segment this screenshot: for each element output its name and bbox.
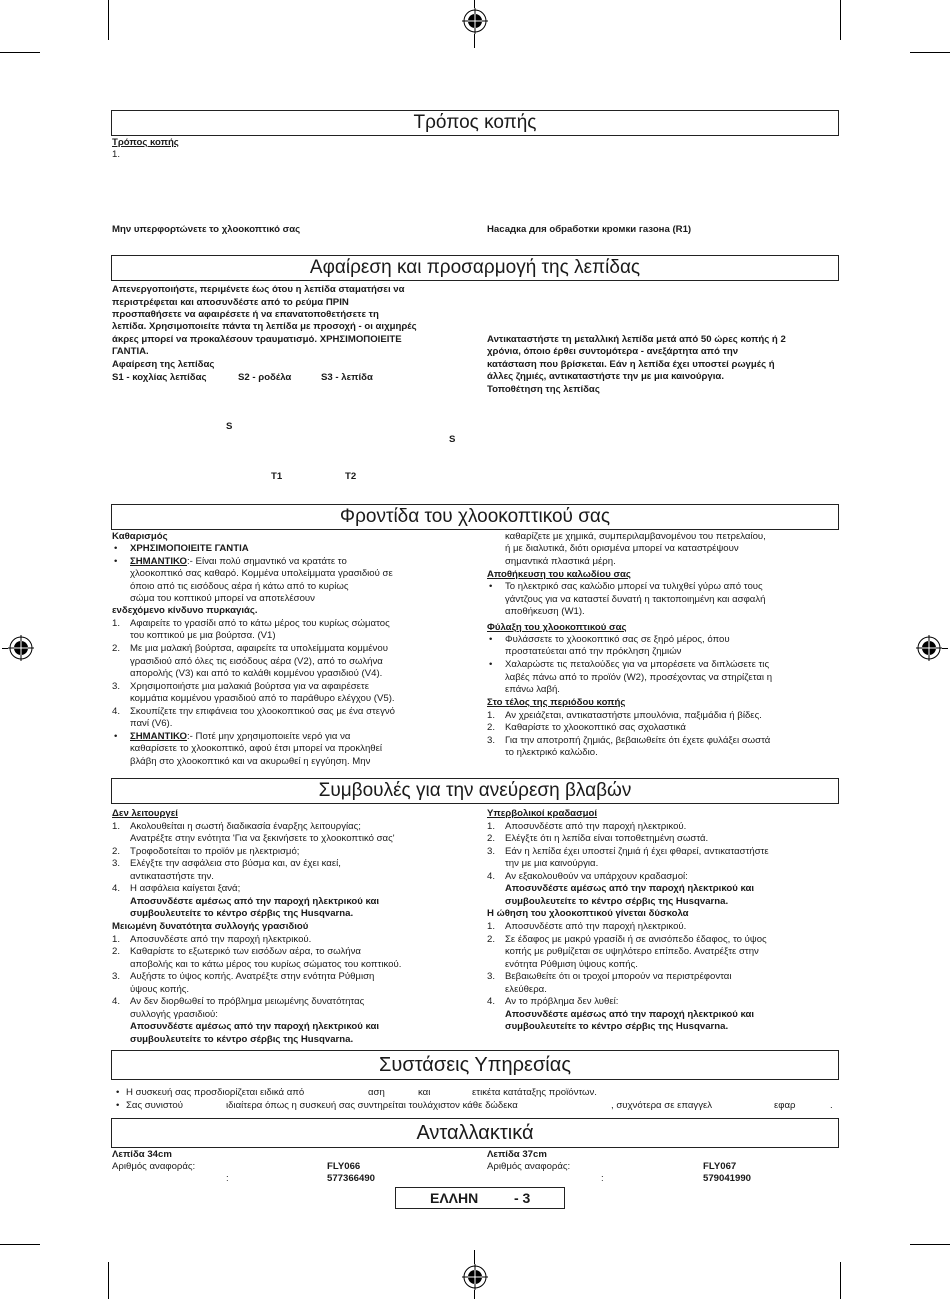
paragraph-line: επάνω λαβή. bbox=[505, 684, 560, 695]
list-item: συλλογής γρασιδιού: bbox=[130, 1009, 218, 1020]
paragraph-line: ΓΑΝΤΙΑ. bbox=[112, 346, 149, 357]
list-item: Βεβαιωθείτε ότι οι τροχοί μπορούν να περιστρέφονται bbox=[505, 971, 732, 982]
section-title-blade: Αφαίρεση και προσαρμογή της λεπίδας bbox=[111, 255, 839, 281]
section-title-care: Φροντίδα του χλοοκοπτικού σας bbox=[111, 504, 839, 530]
crop-mark bbox=[0, 52, 40, 53]
paragraph-line: λεπίδα. Χρησιμοποιείτε πάντα τη λεπίδα με προσοχή - οι αιχμηρές bbox=[112, 321, 417, 332]
list-number: 1. bbox=[487, 710, 496, 721]
registration-mark-icon bbox=[462, 8, 488, 34]
crop-mark bbox=[474, 0, 475, 8]
list-number: 1. bbox=[112, 618, 121, 629]
list-number: 2. bbox=[487, 934, 496, 945]
bullet: • bbox=[114, 556, 118, 567]
list-item: ύψους κοπής. bbox=[130, 984, 190, 995]
part-number: 577366490 bbox=[327, 1173, 376, 1184]
list-item: ενότητα Ρύθμιση ύψους κοπής. bbox=[505, 959, 638, 970]
list-item: Αν δεν διορθωθεί το πρόβλημα μειωμένης δυνατότητας bbox=[130, 996, 365, 1007]
part-heading: Λεπίδα 34cm bbox=[112, 1149, 172, 1160]
subheading: Στο τέλος της περιόδου κοπής bbox=[487, 697, 626, 708]
list-item: Καθαρίστε το εξωτερικό των εισόδων αέρα, το σωλήνα bbox=[130, 946, 361, 957]
paragraph-line: περιστρέφεται και αποσυνδέστε από το ρεύμα ΠΡΙΝ bbox=[112, 297, 349, 308]
list-item: Για την αποτροπή ζημιάς, βεβαιωθείτε ότι έχετε φυλάξει σωστά bbox=[505, 735, 771, 746]
subheading: Αποθήκευση του καλωδίου σας bbox=[487, 569, 631, 580]
registration-mark-icon bbox=[916, 635, 942, 661]
paragraph-line: σημαντικά πλαστικά μέρη. bbox=[505, 556, 616, 567]
list-item: Με μια μαλακή βούρτσα, αφαιρείτε τα υπολείμματα κομμένου bbox=[130, 643, 388, 654]
model-number: FLY066 bbox=[327, 1161, 361, 1172]
list-item: γρασιδιού από όλες τις εισόδους αέρα (V2), από το σωλήνα bbox=[130, 656, 383, 667]
bullet: • bbox=[114, 731, 118, 742]
part-label: S1 - κοχλίας λεπίδας bbox=[112, 372, 207, 383]
paragraph-line: χλοοκοπτικό σας καθαρό. Κομμένα υπολείμματα γρασιδιού σε bbox=[130, 568, 393, 579]
paragraph-line: Απενεργοποιήστε, περιμένετε έως ότου η λεπίδα σταματήσει να bbox=[112, 284, 405, 295]
list-number: 2. bbox=[487, 833, 496, 844]
subheading: Τοποθέτηση της λεπίδας bbox=[487, 384, 600, 395]
list-item: Ακολουθείται η σωστή διαδικασία έναρξης λειτουργίας; bbox=[130, 821, 361, 832]
part-label: S3 - λεπίδα bbox=[321, 372, 373, 383]
contact-line: Αποσυνδέστε αμέσως από την παροχή ηλεκτρικού και bbox=[505, 1009, 755, 1020]
list-item: κοπής με ρυθμίζεται σε υψηλότερο επίπεδο. Ανατρέξτε στην bbox=[505, 946, 759, 957]
warning-text: ενδεχόμενο κίνδυνο πυρκαγιάς. bbox=[112, 605, 258, 616]
part-label: S bbox=[226, 421, 233, 432]
list-item: Αυξήστε το ύψος κοπής. Ανατρέξτε στην ενότητα Ρύθμιση bbox=[130, 971, 375, 982]
list-item: κομμάτια κομμένου γρασιδιού από το παράθυρο ελέγχου (V5). bbox=[130, 693, 395, 704]
list-item: Τροφοδοτείται το προϊόν με ηλεκτρισμό; bbox=[130, 846, 300, 857]
list-item: απορολής (V3) και από το καλάθι κομμένου γρασιδιού (V4). bbox=[130, 668, 383, 679]
paragraph-text: ιδιαίτερα όπως η συσκευή σας συντηρείται τουλάχιστον κάθε δώδεκα bbox=[226, 1100, 518, 1111]
paragraph-line bbox=[130, 731, 350, 744]
important-label: ΣΗΜΑΝΤΙΚΟ bbox=[130, 731, 188, 742]
paragraph-line: καθαρίσετε το χλοοκοπτικό, αφού έτσι μπορεί να προκληθεί bbox=[130, 743, 383, 754]
paragraph-text: :- Είναι πολύ σημαντικό να κρατάτε το bbox=[187, 556, 347, 567]
contact-line: Αποσυνδέστε αμέσως από την παροχή ηλεκτρικού και bbox=[130, 1021, 380, 1032]
paragraph-line: σώμα του κοπτικού μπορεί να αποτελέσουν bbox=[130, 593, 315, 604]
list-item: το ηλεκτρικό καλώδιο. bbox=[505, 747, 598, 758]
paragraph-line: άλλες ζημιές, αντικαταστήστε την με μια καινούργια. bbox=[487, 371, 724, 382]
list-item: αποβολής και το κάτω μέρος του κυρίως σώματος του κοπτικού. bbox=[130, 959, 402, 970]
language-label: ΕΛΛΗΝ bbox=[430, 1190, 479, 1206]
list-number: 3. bbox=[112, 681, 121, 692]
paragraph-line: αποθήκευση (W1). bbox=[505, 606, 585, 617]
paragraph-text: Σας συνιστού bbox=[126, 1100, 184, 1111]
crop-mark bbox=[840, 0, 841, 40]
crop-mark bbox=[840, 1262, 841, 1299]
list-item: Εάν η λεπίδα έχει υποστεί ζημιά ή έχει φθαρεί, αντικαταστήστε bbox=[505, 846, 769, 857]
paragraph-line: βλάβη στο χλοοκοπτικό και να ακυρωθεί η εγγύηση. Μην bbox=[130, 756, 371, 767]
paragraph-line: Αντικαταστήστε τη μεταλλική λεπίδα μετά από 50 ώρες κοπής ή 2 bbox=[487, 334, 786, 345]
list-item: ελεύθερα. bbox=[505, 984, 547, 995]
list-number: 4. bbox=[112, 706, 121, 717]
list-item: Σε έδαφος με μακρύ γρασίδι ή σε ανισόπεδο έδαφος, το ύψος bbox=[505, 934, 767, 945]
paragraph-text: ετικέτα κατάταξης προϊόντων. bbox=[472, 1087, 597, 1098]
list-item: αντικαταστήστε την. bbox=[130, 871, 214, 882]
list-number: 3. bbox=[487, 735, 496, 746]
list-item: πανί (V6). bbox=[130, 718, 173, 729]
paragraph-text: και bbox=[418, 1087, 431, 1098]
list-number: 1. bbox=[112, 934, 121, 945]
paragraph-line: προστατεύεται από την πρόκληση ζημιών bbox=[505, 646, 682, 657]
part-label: S2 - ροδέλα bbox=[238, 372, 292, 383]
paragraph-line: ή με διαλυτικά, διότι ορισμένα μπορεί να καταστρέψουν bbox=[505, 543, 739, 554]
important-label: ΣΗΜΑΝΤΙΚΟ bbox=[130, 556, 188, 567]
list-number: 4. bbox=[112, 883, 121, 894]
list-item: Ελέγξτε την ασφάλεια στο βύσμα και, αν έχει καεί, bbox=[130, 858, 341, 869]
paragraph-line: κατάσταση που βρίσκεται. Εάν η λεπίδα έχει υποστεί ρωγμές ή bbox=[487, 359, 775, 370]
list-item: του κοπτικού με μια βούρτσα. (V1) bbox=[130, 630, 276, 641]
paragraph-line: Χαλαρώστε τις πεταλούδες για να μπορέσετε να διπλώσετε τις bbox=[505, 659, 770, 670]
list-item: Ανατρέξτε στην ενότητα 'Για να ξεκινήσετε το χλοοκοπτικό σας' bbox=[130, 833, 395, 844]
list-number: 1. bbox=[112, 821, 121, 832]
bullet: • bbox=[114, 543, 118, 554]
page-footer bbox=[395, 1187, 565, 1209]
subheading: Υπερβολικοί κραδασμοί bbox=[487, 808, 598, 819]
paragraph-text: Η συσκευή σας προσδιορίζεται ειδικά από bbox=[126, 1087, 305, 1098]
paragraph-line: Το ηλεκτρικό σας καλώδιο μπορεί να τυλιχθεί γύρω από τους bbox=[505, 581, 763, 592]
paragraph-line: χρόνια, όποιο έρθει συντομότερα - ανεξάρτητα από την bbox=[487, 346, 739, 357]
list-number: 1. bbox=[112, 149, 121, 160]
registration-mark-icon bbox=[8, 635, 34, 661]
paragraph-text: . bbox=[830, 1100, 833, 1111]
list-item: Αν το πρόβλημα δεν λυθεί: bbox=[505, 996, 619, 1007]
paragraph-line: άκρες μπορεί να προκαλέσουν τραυματισμό. ΧΡΗΣΙΜΟΠΟΙΕΙΤΕ bbox=[112, 334, 402, 345]
list-number: 1. bbox=[487, 921, 496, 932]
list-number: 2. bbox=[112, 846, 121, 857]
paragraph-line: γάντζους για να καταστεί δυνατή η τακτοποιημένη και ασφαλή bbox=[505, 594, 766, 605]
bullet: • bbox=[116, 1100, 120, 1111]
subheading: Μειωμένη δυνατότητα συλλογής γρασιδιού bbox=[112, 921, 309, 932]
contact-line: συμβουλευτείτε το κέντρο σέρβις της Husqvarna. bbox=[505, 1021, 729, 1032]
list-number: 4. bbox=[112, 996, 121, 1007]
reference-label: : bbox=[226, 1173, 229, 1184]
subheading: Αφαίρεση της λεπίδας bbox=[112, 359, 215, 370]
list-item: Αφαιρείτε το γρασίδι από το κάτω μέρος του κυρίως σώματος bbox=[130, 618, 390, 629]
list-item: Χρησιμοποιήστε μια μαλακιά βούρτσα για να αφαιρέσετε bbox=[130, 681, 369, 692]
crop-mark bbox=[910, 1244, 950, 1245]
paragraph-text: εφαρ bbox=[774, 1100, 796, 1111]
paragraph-line: όποιο από τις εισόδους αέρα ή κάτω από το κυρίως bbox=[130, 581, 349, 592]
list-item: Αν χρειάζεται, αντικαταστήστε μπουλόνια, παξιμάδια ή βίδες. bbox=[505, 710, 762, 721]
subheading: Η ώθηση του χλοοκοπτικού γίνεται δύσκολα bbox=[487, 908, 689, 919]
list-number: 2. bbox=[112, 946, 121, 957]
paragraph-line: Φυλάσσετε το χλοοκοπτικό σας σε ξηρό μέρος, όπου bbox=[505, 634, 730, 645]
crop-mark bbox=[474, 1290, 475, 1299]
bullet: • bbox=[489, 581, 493, 592]
bullet: • bbox=[116, 1087, 120, 1098]
crop-mark bbox=[910, 52, 950, 53]
warning-text: Μην υπερφορτώνετε το χλοοκοπτικό σας bbox=[112, 224, 301, 235]
list-number: 4. bbox=[487, 871, 496, 882]
model-number: FLY067 bbox=[703, 1161, 737, 1172]
paragraph-text: :- Ποτέ μην χρησιμοποιείτε νερό για να bbox=[187, 731, 351, 742]
list-number: 3. bbox=[112, 858, 121, 869]
part-number: 579041990 bbox=[703, 1173, 752, 1184]
attachment-note: Насадка для обработки кромки газона (R1) bbox=[487, 224, 692, 235]
page-number: - 3 bbox=[514, 1190, 531, 1206]
list-number: 4. bbox=[487, 996, 496, 1007]
list-item: Η ασφάλεια καίγεται ξανά; bbox=[130, 883, 241, 894]
warning-text: ΧΡΗΣΙΜΟΠΟΙΕΙΤΕ ΓΑΝΤΙΑ bbox=[130, 543, 249, 554]
list-number: 3. bbox=[487, 971, 496, 982]
reference-label: Αριθμός αναφοράς: bbox=[112, 1161, 196, 1172]
list-item: Καθαρίστε το χλοοκοπτικό σας σχολαστικά bbox=[505, 722, 686, 733]
tool-label: T2 bbox=[345, 471, 357, 482]
section-title-cutting: Τρόπος κοπής bbox=[111, 110, 839, 136]
crop-mark bbox=[0, 1244, 40, 1245]
paragraph-text: , συχνότερα σε επαγγελ bbox=[611, 1100, 713, 1111]
list-item: την με μια καινούργια. bbox=[505, 858, 599, 869]
paragraph-line: προσπαθήσετε να αφαιρέσετε ή να επανατοποθετήσετε τη bbox=[112, 309, 379, 320]
subheading: Καθαρισμός bbox=[112, 531, 168, 542]
subheading: Τρόπος κοπής bbox=[112, 137, 179, 148]
part-label: S bbox=[449, 434, 456, 445]
paragraph-line: λαβές πάνω από το προϊόν (W2), προσέχοντας να στηρίζεται η bbox=[505, 672, 773, 683]
registration-mark-icon bbox=[462, 1264, 488, 1290]
contact-line: Αποσυνδέστε αμέσως από την παροχή ηλεκτρικού και bbox=[130, 896, 380, 907]
list-number: 2. bbox=[487, 722, 496, 733]
list-item: Αποσυνδέστε από την παροχή ηλεκτρικού. bbox=[505, 821, 687, 832]
list-item: Αποσυνδέστε από την παροχή ηλεκτρικού. bbox=[505, 921, 687, 932]
section-title-parts: Ανταλλακτικά bbox=[111, 1118, 839, 1148]
crop-mark bbox=[108, 1262, 109, 1299]
section-title-service: Συστάσεις Υπηρεσίας bbox=[111, 1050, 839, 1080]
crop-mark bbox=[474, 1250, 475, 1264]
reference-label: : bbox=[601, 1173, 604, 1184]
crop-mark bbox=[942, 648, 948, 649]
list-item: Αποσυνδέστε από την παροχή ηλεκτρικού. bbox=[130, 934, 312, 945]
list-item: Αν εξακολουθούν να υπάρχουν κραδασμοί: bbox=[505, 871, 688, 882]
bullet: • bbox=[489, 634, 493, 645]
list-item: Σκουπίζετε την επιφάνεια του χλοοκοπτικού σας με ένα στεγνό bbox=[130, 706, 396, 717]
subheading: Δεν λειτουργεί bbox=[112, 808, 178, 819]
part-heading: Λεπίδα 37cm bbox=[487, 1149, 547, 1160]
paragraph-line: καθαρίζετε με χημικά, συμπεριλαμβανομένου του πετρελαίου, bbox=[505, 531, 766, 542]
subheading: Φύλαξη του χλοοκοπτικού σας bbox=[487, 622, 627, 633]
list-item: Ελέγξτε ότι η λεπίδα είναι τοποθετημένη σωστά. bbox=[505, 833, 709, 844]
contact-line: συμβουλευτείτε το κέντρο σέρβις της Husqvarna. bbox=[130, 908, 354, 919]
contact-line: συμβουλευτείτε το κέντρο σέρβις της Husqvarna. bbox=[130, 1034, 354, 1045]
crop-mark bbox=[474, 34, 475, 48]
contact-line: συμβουλευτείτε το κέντρο σέρβις της Husqvarna. bbox=[505, 896, 729, 907]
contact-line: Αποσυνδέστε αμέσως από την παροχή ηλεκτρικού και bbox=[505, 883, 755, 894]
list-number: 2. bbox=[112, 643, 121, 654]
crop-mark bbox=[108, 0, 109, 40]
list-number: 3. bbox=[487, 846, 496, 857]
list-number: 3. bbox=[112, 971, 121, 982]
reference-label: Αριθμός αναφοράς: bbox=[487, 1161, 571, 1172]
paragraph-line bbox=[130, 556, 347, 569]
paragraph-text: αση bbox=[368, 1087, 385, 1098]
bullet: • bbox=[489, 659, 493, 670]
tool-label: T1 bbox=[271, 471, 283, 482]
section-title-troubleshooting: Συμβουλές για την ανεύρεση βλαβών bbox=[111, 778, 839, 804]
list-number: 1. bbox=[487, 821, 496, 832]
